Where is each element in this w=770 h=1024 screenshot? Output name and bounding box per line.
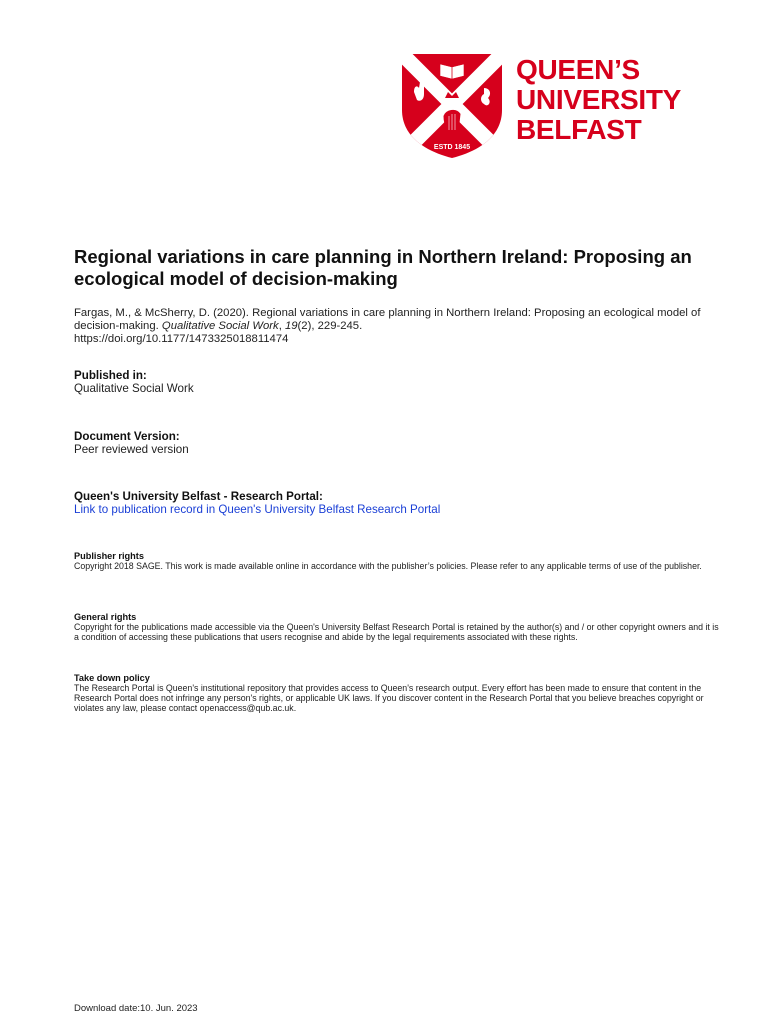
university-logo — [400, 52, 720, 164]
citation-doi: https://doi.org/10.1177/1473325018811474 — [74, 333, 289, 345]
established-label: ESTD 1845 — [433, 144, 471, 151]
document-version-label: Document Version: — [74, 430, 180, 443]
research-portal-link[interactable]: Link to publication record in Queen's University Belfast Research Portal — [74, 503, 441, 516]
citation-separator: , — [278, 320, 285, 332]
published-in-label: Published in: — [74, 369, 147, 382]
take-down-policy-heading: Take down policy — [74, 673, 150, 683]
research-portal-label: Queen's University Belfast - Research Portal: — [74, 490, 323, 503]
document-version-value: Peer reviewed version — [74, 443, 189, 456]
citation-text: Fargas, M., & McSherry, D. (2020). Regional variations in care planning in Northern Ireland: Proposing an ecological model of decision-making. — [74, 307, 701, 332]
published-in-value: Qualitative Social Work — [74, 382, 194, 395]
publication-title: Regional variations in care planning in Northern Ireland: Proposing an ecological model of decision-making — [74, 246, 692, 289]
logo-wordmark-line3: BELFAST — [516, 114, 642, 145]
general-rights-heading: General rights — [74, 612, 137, 622]
publisher-rights-heading: Publisher rights — [74, 551, 144, 561]
download-date: Download date:10. Jun. 2023 — [74, 1003, 198, 1014]
general-rights-text: Copyright for the publications made accessible via the Queen's University Belfast Research Portal is retained by the author(s) and / or other copyright owners and it is a condition of accessing these publications that users recognise and abide by the legal requirements associated with these rights. — [74, 622, 719, 642]
citation-journal: Qualitative Social Work — [161, 320, 279, 332]
citation-issue-pages: (2), 229-245. — [297, 320, 363, 332]
take-down-policy-text: The Research Portal is Queen's institutional repository that provides access to Queen's research output. Every effort has been made to ensure that content in the Research Portal does not infringe any person's rights, or applicable UK laws. If you discover content in the Research Portal that you believe breaches copyright or violates any law, please contact openaccess@qub.ac.uk. — [74, 683, 704, 713]
logo-wordmark-line1: QUEEN’S — [516, 54, 640, 85]
citation — [74, 307, 714, 346]
logo-wordmark-line2: UNIVERSITY — [516, 84, 682, 115]
publisher-rights-text: Copyright 2018 SAGE. This work is made available online in accordance with the publisher’s policies. Please refer to any applicable terms of use of the publisher. — [74, 561, 702, 571]
university-crest-icon — [400, 52, 504, 160]
citation-volume: 19 — [284, 320, 298, 332]
research-portal-link-container — [74, 503, 440, 516]
